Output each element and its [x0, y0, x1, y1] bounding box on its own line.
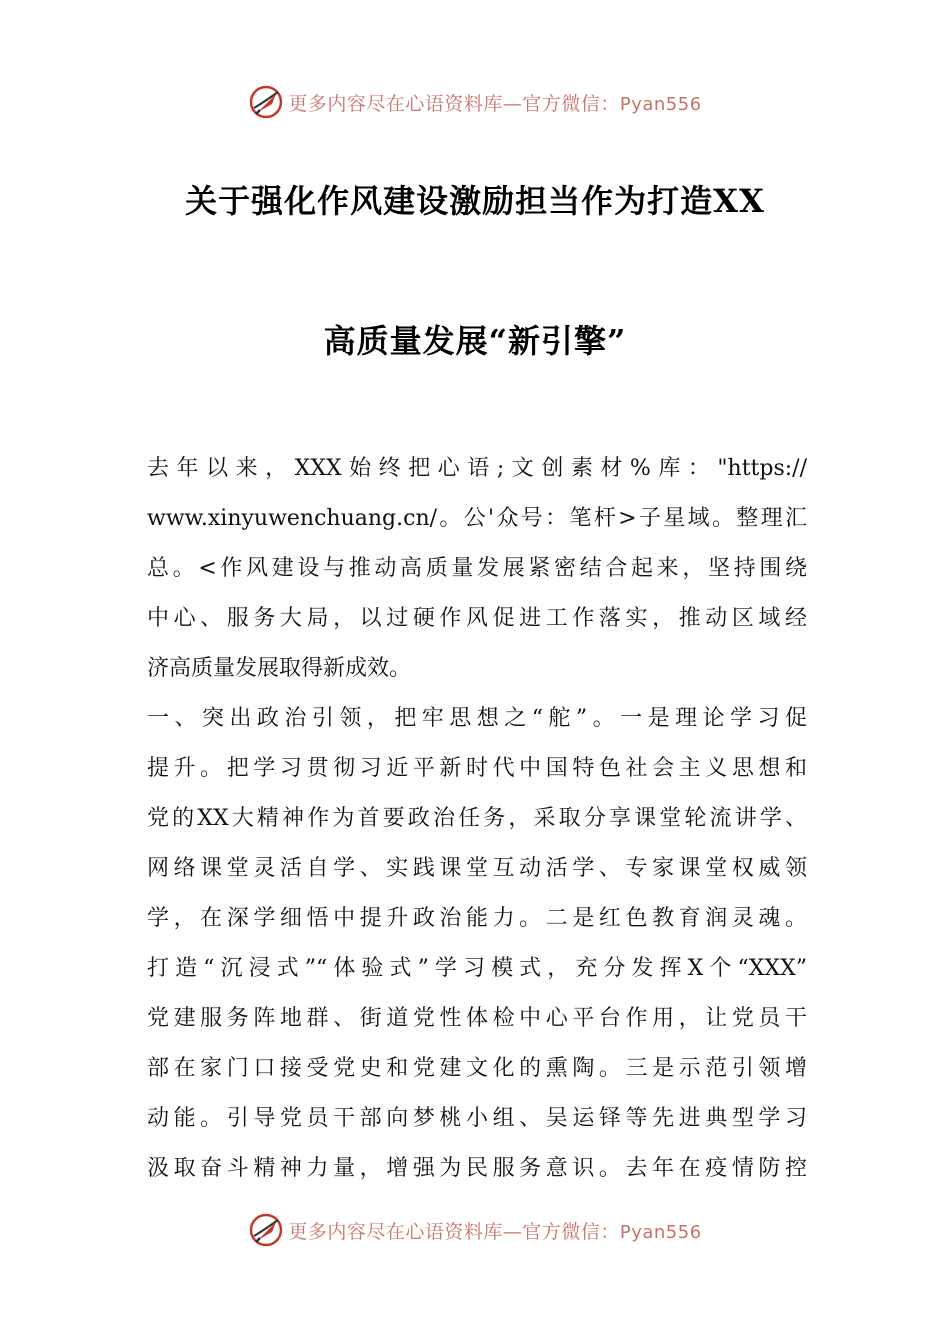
body-line: 部在家门口接受党史和党建文化的熏陶。三是示范引领增 — [147, 1056, 807, 1081]
body-line: 打造“沉浸式”“体验式”学习模式，充分发挥X个“XXX” — [147, 956, 807, 981]
banner-wechat-id: Pyan556 — [619, 1221, 702, 1243]
body-line: 网络课堂灵活自学、实践课堂互动活学、专家课堂权威领 — [147, 856, 807, 881]
banner-wechat-id: Pyan556 — [619, 93, 702, 115]
banner-text — [288, 89, 701, 116]
body-line: 去年以来，XXX始终把心语;文创素材%库："https:// — [147, 456, 807, 481]
document-body — [147, 444, 807, 1194]
banner-text-cn: 更多内容尽在心语资料库—官方微信： — [288, 1220, 620, 1243]
body-line: 党的XX大精神作为首要政治任务，采取分享课堂轮流讲学、 — [147, 806, 807, 831]
body-line: 党建服务阵地群、街道党性体检中心平台作用，让党员干 — [147, 1006, 807, 1031]
quill-logo-icon — [248, 84, 284, 120]
body-line: 学，在深学细悟中提升政治能力。二是红色教育润灵魂。 — [147, 906, 807, 931]
quill-logo-icon — [248, 1212, 284, 1248]
banner-text — [288, 1217, 701, 1244]
header-banner — [0, 82, 950, 122]
body-line: www.xinyuwenchuang.cn/。公'众号：笔杆>子星域。整理汇 — [147, 506, 807, 531]
body-line: 总。<作风建设与推动高质量发展紧密结合起来，坚持围绕 — [147, 556, 807, 581]
body-line: 济高质量发展取得新成效。 — [147, 656, 412, 681]
body-line: 动能。引导党员干部向梦桃小组、吴运铎等先进典型学习 — [147, 1106, 807, 1131]
document-title-line-2: 高质量发展“新引擎” — [323, 322, 627, 360]
banner-text-cn: 更多内容尽在心语资料库—官方微信： — [288, 92, 620, 115]
document-title-line-1: 关于强化作风建设激励担当作为打造XX — [185, 182, 765, 220]
body-line: 中心、服务大局，以过硬作风促进工作落实，推动区域经 — [147, 606, 807, 631]
body-line: 汲取奋斗精神力量，增强为民服务意识。去年在疫情防控 — [147, 1156, 807, 1181]
footer-banner — [0, 1210, 950, 1250]
body-line: 提升。把学习贯彻习近平新时代中国特色社会主义思想和 — [147, 756, 807, 781]
body-line: 一、突出政治引领，把牢思想之“舵”。一是理论学习促 — [147, 706, 807, 731]
